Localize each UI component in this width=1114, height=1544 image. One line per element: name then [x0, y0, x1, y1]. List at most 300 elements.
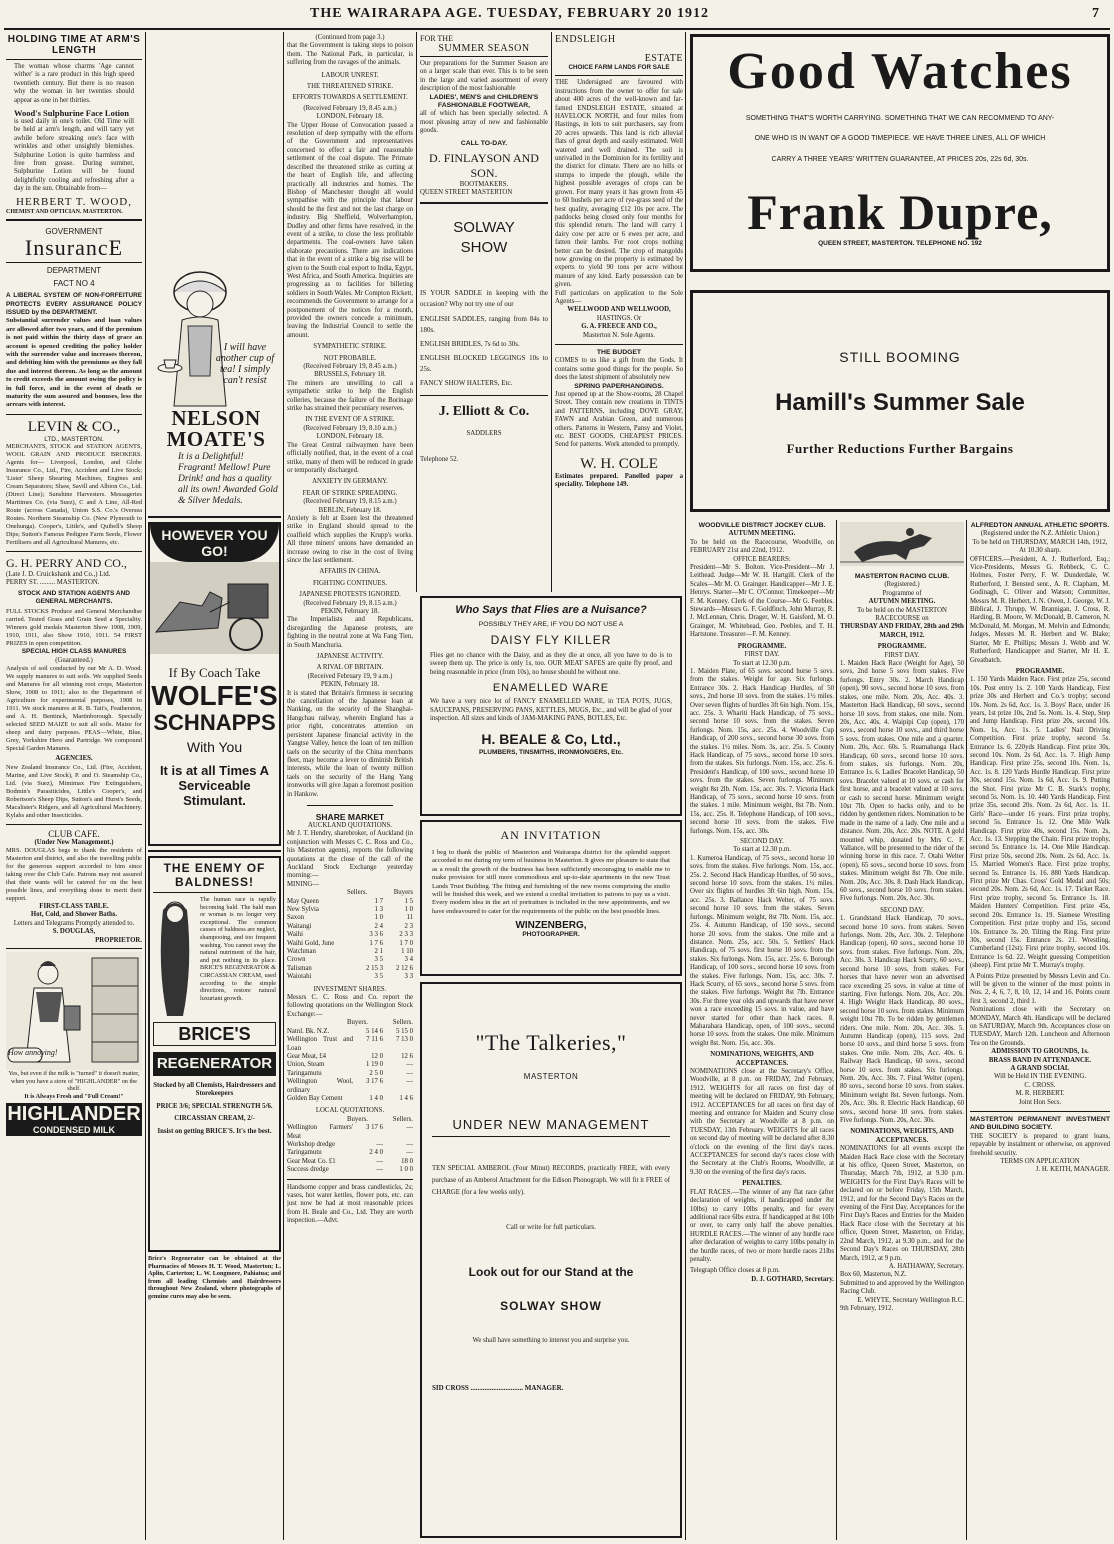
club-title: CLUB CAFE. [48, 828, 100, 839]
footwear: LADIES', MEN'S and CHILDREN'S FASHIONABLE FOOTWEAR, [429, 93, 539, 110]
investment-row-val-b: 1 4 6 [399, 1094, 413, 1102]
summer-body: Our preparations for the Summer Season are on a larger scale than ever. This is to be seen in the large and varied assortment of every description of the most fashionable [420, 60, 548, 93]
club-baths: Hot, Cold, and Shower Baths. [30, 911, 118, 919]
stimulant-line: It is at all Times A Serviceable Stimulant. [159, 763, 270, 808]
local-row-name: Gear Meat Co. £1 [287, 1157, 336, 1165]
racing-programme: PROGRAMME. [877, 643, 927, 651]
mining-row [287, 906, 413, 914]
mining-row-val-b: 1 5 [404, 897, 413, 905]
not-probable-head: NOT PROBABLE. [323, 354, 377, 362]
berlin: BERLIN, February 18. [318, 506, 382, 514]
wellwood: WELLWOOD AND WELLWOOD, [567, 306, 671, 314]
schnapps-label: SCHNAPPS [153, 710, 276, 735]
investment-row-val-a: 3 17 6 [366, 1078, 383, 1086]
saddle-item: ENGLISH BRIDLES, 7s 6d to 30s. [420, 339, 520, 348]
racing-dates: THURSDAY AND FRIDAY, 28th and 29th MARCH, 1912. [840, 623, 964, 639]
queen-street: QUEEN STREET MASTERTON [420, 189, 513, 197]
received-2: (Received February 19, 8.45 a.m.) [303, 363, 397, 371]
racing-first-body: 1. Maiden Hack Race (Weight for Age), 50 sovs, 2nd horse 5 sovs from stakes. Five furlongs. Entry 30s. 2. March Handicap (open), 90 sovs., second horse 10 sovs. from stakes, one mile. Nom. 20s, Acc. 40s. 3. Masterton Hack Handicap, 60 sovs., second horse 10 sovs. from stakes, one mile. Nom. 20s, Acc. 40s. 4. Waipipi Cup (open), 170 sovs., second horse 10 sovs., and third horse 5 sovs. from stakes. One mile and a quarter. Nom. 20s, Acc. 60s. 5. Ruamahanga Hack Handicap, 60 sovs., second horse 10 sovs. from stakes, six furlongs. Nom. 20s, Entrance 1s. 6. Ladies' Bracelet Handicap, 50 sovs. Bracelet valued at 10 sovs. or cash for first horse, and a bracelet valued at 10 sovs. or cash to second horse. Minimum weight 10st 7lb. Open to hacks only, and to be ridden by gentlemen riders. Nomination to be made in the name of a lady. One mile and a distance. Nom. 20s, Acc. 20s. NOTE. A gold mounted whip, donated by Mrs C. F. Vallance, will be presented to the rider of the winning horse in this race. 7. Otahi Welter (open), 65 sovs., second horse 10 sovs. from stakes. Minimum weight 8st 7lb. One mile. Nom. 20s, Acc. 30s. 8. Dash Hack Handicap, 60 sovs., second horse 10 sovs. from stakes. Five furlongs. Nom. 20s, Acc. 30s. [840, 660, 964, 903]
call-today: CALL TO-DAY. [460, 139, 508, 147]
local-row [287, 1158, 413, 1166]
budget-body: COMES to us like a gift from the Gods. It contains some good things for the people. So does the latest shipment of absolutely new [555, 357, 683, 382]
mining-row-val-a: 3 5 [374, 973, 383, 981]
mining-row-name: New Sylvia [287, 906, 319, 913]
woodville-noms-body: NOMINATIONS close at the Secretary's Office, Woodville, at 8 p.m. on FRIDAY, 2nd February, 1912. WEIGHTS for all races on first day of meeting will be declared on FRIDAY, 9th February, 1912. ACCEPTANCES for all races on first day of meeting and entrance for Maiden and Scurry close with the Secretary at Woodville at 8 p.m. on TUESDAY, 13th February. WEIGHTS for all races on second day of meeting will be declared after 8.30 o'clock on the evening of the first day's races. ACCEPTANCES for second day's races close with the Secretary at the Club's Rooms, Woodville, at 9.30 on the evening of the first day's races. [690, 1068, 834, 1176]
woodville-secretary: D. J. GOTHARD, Secretary. [751, 1275, 834, 1283]
mining-row-val-a: 3 5 [374, 956, 383, 964]
footwear-body: all of which has been specially selected. A most pleasing array of new and fashionable goods. [420, 110, 548, 135]
local-row-val-a: — [376, 1166, 383, 1174]
divider [148, 850, 281, 852]
investment-row [287, 1078, 413, 1095]
london-2-body: The Great Central railwaymen have been officially notified, that, in the event of a coal strike, many of them will be reduced in grade or temporarily discharged. [287, 441, 413, 474]
mining-row-val-a: 3 3 6 [369, 931, 383, 939]
saddle-item: ENGLISH BLOCKED LEGGINGS 10s to 25s. [420, 353, 548, 373]
flies-product: DAISY FLY KILLER [490, 633, 612, 647]
woodville-title: WOODVILLE DISTRICT JOCKEY CLUB. [698, 522, 826, 529]
mining-row [287, 965, 413, 973]
london-1: LONDON, February 18. [316, 113, 384, 121]
perry-title: G. H. PERRY AND CO., [6, 555, 127, 570]
gov-sub: A LIBERAL SYSTEM OF NON-FORFEITURE PROTECTS EVERY ASSURANCE POLICY ISSUED by the DEPARTMENT. [6, 292, 142, 316]
divider [420, 56, 548, 57]
brice-footnote: Brice's Regenerator can be obtained at the Pharmacies of Messrs H. T. Wood, Masterton; L. Aplin, Carterton; L. W. Longmore, Pahiatua; and from all leading Chemists and Hairdressers throughout New Zealand, where photographs of genuine cures may also be seen. [148, 1255, 281, 1300]
mining-row [287, 956, 413, 964]
investment-row [287, 1028, 413, 1036]
efforts-head: EFFORTS TOWARDS A SETTLEMENT. [292, 94, 408, 102]
woodville-officers: President—Mr S. Bolton. Vice-President—Mr J. Leithead. Judge—Mr W. H. Hartgill. Clerk of the Scales—Mr M. O. Grainger. Handicapper—Mr J. E. Henrys. Starter—Mr C. O'Connor. Timekeeper—Mr F. M. Kenney. Clerk of the Course—Mr G. Feebles. Stewards—Messrs G. F. Goldfinch, John Murray, R. J. McLennan, Chris. Drager, W. H. Gaisford, M. O. Grainger, M. Whitehead, Geo. Peebles, and T. H. Hartstone. Treasurer—F. M. Kenney. [690, 564, 834, 639]
investment-row-val-a: 1 19 0 [366, 1061, 383, 1069]
mining-row-val-b: 1 10 [401, 948, 413, 956]
investment-row [287, 1095, 413, 1103]
gov-head: GOVERNMENT [45, 227, 103, 237]
permanent-body: THE SOCIETY is prepared to grant loans, repayable by instalment or otherwise, on approved freehold security. [970, 1132, 1110, 1157]
divider [970, 1111, 1110, 1112]
mining-row [287, 898, 413, 906]
endsleigh-body: THE Undersigned are favoured with instructions from the owner to offer for sale about 400 acres of the well-known and far-famed ENDSLEIGH ESTATE, situated at HAVELOCK NORTH, and four miles from Hastings, in lots to suit purchasers, say from 20 acres upwards. This land is rich alluvial flats of great depth and easily estimated. Well watered and well drained. The soil is unrivalled in the Dominion for its fertility and the district for climate. There are no hills or stumps to impede the plough, while the highest possible averages of crops can be grown. For many years it has grown from 45 to 60 bushels per acre of rye-grass seed of the best quality, averaging £12 10s per acre. The paddocks being closed only four months for this splendid return. The land will carry 1 dairy cow per acre or 6 ewes per acre, and fatten their lambs. For root crops nothing better can be desired. The crop of mangolds now growing on the property is estimated by experts to yield 90 tons per acre without manure of any kind. Early possession can be given. [555, 79, 683, 289]
hastings: HASTINGS. Or [596, 314, 642, 322]
investment-table-header [287, 1019, 413, 1027]
jap-activity-head: JAPANESE ACTIVITY. [316, 653, 384, 661]
gov-dept: DEPARTMENT [46, 266, 102, 276]
talk-call: Call or write for full particulars. [506, 1223, 596, 1231]
share-body: Mr J. T. Hendry, sharebroker, of Auckland (in conjunction with Messrs C. C. Ross and Co., his Masterton agents), reports the following quotations at the close of the call of the Auckland Stock Exchange yesterday morning:— [287, 830, 413, 880]
cole-foot: Estimates prepared. Panelled paper a speciality. Telephone 149. [555, 472, 683, 489]
perry-body: FULL STOCKS Produce and General Merchandise carried. Tested Grass and Grain Seed a Speciality. Winners gold medals Masterton Show 1908, 1909, 1910, 1911, also Show 1910, 1911. 54 FIRST PRIZES in open competition. [6, 608, 142, 648]
permanent-keith: J. H. KEITH, MANAGER. [1035, 1166, 1110, 1174]
watches-line-1: SOMETHING THAT'S WORTH CARRYING. SOMETHING THAT WE CAN RECOMMEND TO ANY- [745, 115, 1055, 122]
levin-title: LEVIN & CO., [27, 418, 121, 435]
however-banner: HOWEVER YOU GO! [150, 524, 279, 562]
watches-title: Good Watches [727, 43, 1073, 100]
local-row-val-b: — [406, 1149, 413, 1157]
divider [307, 805, 393, 806]
japanese-head: JAPANESE PROTESTS IGNORED. [299, 591, 401, 599]
apply: Full particulars on application to the Sole Agents— [555, 289, 683, 305]
milk-caption: Yes, but even if the milk is "turned" it doesn't matter, when you have a store of "HIGHLANDER" on the shelf. [8, 1070, 140, 1093]
woodville-penalties-body: FLAT RACES.—The winner of any flat race (after declaration of weights, if handicapped under 8st 10lbs) to carry 10lbs penalty, and for every additional race 6lbs extra. If handicapped at 8st 10lb or over, to carry only half the above penalties. HURDLE RACES.—The winner of any hurdle race after declaration of weights to carry 10lbs penalty in the hurdle races, of two or more hurdle races 21lbs penalty. [690, 1188, 834, 1263]
nelson-moate-ad [148, 256, 281, 506]
investment-buyers-header: Buyers. [347, 1019, 368, 1027]
brices-regenerator-ad [148, 856, 281, 1252]
enamel-body: We have a very nice lot of FANCY ENAMELLED WARE, in TEA POTS, JUGS, SAUCEPANS, PRESERVING PANS, KETTLES, MUGS, Etc., and will be glad of your inspection. All sizes and kinds of JAM-MAKING PANS, BOTLES, Etc. [430, 698, 672, 723]
column-rule [966, 520, 967, 1540]
woodville-first: FIRST DAY. [744, 651, 780, 659]
mining-table [287, 898, 413, 982]
enamel-head: ENAMELLED WARE [492, 682, 610, 695]
alfredton-herbert: M. R. HERBERT. [1015, 1090, 1065, 1098]
mining-row-val-b: 2 3 [404, 922, 413, 930]
received-6: (Received February 19, 9 a.m.) [307, 672, 393, 680]
column-1 [6, 34, 142, 1540]
circassian-line: CIRCASSIAN CREAM, 2/- [174, 1115, 255, 1123]
mining-row-val-b: 2 12 6 [396, 964, 413, 972]
wood-name: HERBERT T. WOOD, [16, 195, 132, 208]
anxiety-head: ANXIETY IN GERMANY. [312, 478, 388, 486]
woodville-column [690, 522, 834, 1540]
good-watches-ad [690, 34, 1110, 272]
invite-body: I beg to thank the public of Masterton and Wairarapa district for the splendid support accorded to me during my term of business in Masterton. It gives me pleasure to state that as a result the growth of the business has been sufficiently encouraging to enable me to make provision for still more commodious and up-to-date apartments in the new Trust Lands Trust Building. The fitting and furnishing of the new rooms comprising the studio will be finished this week, and we extend a cordial invitation to patrons to pay us a visit. Every modern idea in the art of portraiture is included in the new appointments, and we have endeavoured to cater for the requirements of the public on the best possible lines. [432, 849, 670, 915]
divider [420, 202, 548, 204]
elliott-name: J. Elliott & Co. [438, 403, 530, 419]
divider [287, 1179, 413, 1180]
perry-sub: (Late J. D. Cruickshank and Co.,) Ltd. [6, 570, 111, 578]
agencies-body: New Zealand Insurance Co., Ltd. (Fire, Accident, Marine, and Live Stock), P. and O. Steamship Co., Ltd. (via Suez), Mimimax Fire Extinguishers, Bodmin's Parasiticides, Little's Cooper's, and Robertson's Sheep Dips, Sutton's and Hurst's Seeds, Macalister's Ridgers, and all Agricultural Machinery. Kylahs and other Insecticides. [6, 763, 142, 819]
mining-table-header [287, 889, 413, 897]
masthead-title: THE WAIRARAPA AGE. TUESDAY, FEBRUARY 20 1912 [310, 6, 710, 21]
talk-body: TEN SPECIAL AMBEROL (Four Minut) RECORDS, practically FREE, with every purchase of an Amberol Attachment for the Edison Phonograph. We will fit it FREE of CHARGE (for a few weeks only). [432, 1165, 670, 1196]
mining-row-val-a: 1 0 [374, 914, 383, 922]
investment-row-val-a: 2 5 0 [369, 1069, 383, 1077]
racing-submitted: Submitted to and approved by the Wellington Racing Club. [840, 1279, 964, 1296]
freece: G. A. FREECE AND CO., [581, 323, 657, 331]
local-row-val-a: 2 4 0 [369, 1149, 383, 1157]
local-row-val-b: 1 0 0 [399, 1166, 413, 1174]
beale-name: H. BEALE & Co, Ltd., [481, 731, 621, 748]
divider [6, 262, 142, 263]
budget-head: THE BUDGET [596, 349, 642, 356]
london-2: LONDON, February 18. [316, 433, 384, 441]
investment-row-name: Golden Bay Cement [287, 1094, 343, 1102]
divider [6, 824, 142, 825]
local-row [287, 1124, 413, 1141]
milk-brand: HIGHLANDER [7, 1103, 141, 1126]
alfredton-body: 1. 150 Yards Maiden Race. First prize 25s, second 10s. Post entry 1s. 2. 100 Yards Handicap, First prize 30s and Herbert and Co.'s trophy; second 10s. Nom. 2s 6d, Acc. 1s. 3. Boys' Race, under 16 years, 1st prize 10s, 2nd 5s. Nom. 1s. 4. Step, Step and Jump Handicap. First prize 20s, second 10s. Nom. 1s, Acc. 1s. 5. Ladies' Nail Driving Competition. First prize trophy, second 5s. Entrance 1s. 6. 220yds Handicap. First prize 30s, second 10s. Nom. 2s 6d, Acc. 1s. 7. High Jump Handicap. First prize 25s, second 10s. Nom. 1s, Acc. 1s. 8. 120 Yards Hurdle Handicap. First prize 30s, second 15s. Nom. 1s 6d, Acc. 1s. 9. Putting the Shot. First prize Mr C. B. Stark's trophy, second 5s. Nom. 1s. 10. 440 Yards Handicap. First prize 35s, second 20s. Nom. 2s 6d, Acc. 1s. 11. Girls' Race—under 16 years. First prize trophy, second 5s. Entrance 1s. 12. One Mile Walk Handicap. First prize 40s, second 15s. Nom. 2s, Acc. 1s. 13. Stepping the Chain. First prize trophy, second 5s. Entrance 1s. 14. One Mile Handicap. First prize 50s, second 20s. Nom. 2s 6d, Acc. 1s. 15. Married Women's Race. First prize trophy, second 5s. Entrance 1s. 16. 880 Yards Handicap. First prize Mr Chas. Cross' Gold Medal and 50s; second 20s. Nom. 2s 6d, Acc. 1s. 17. Ticket Race. First prize trophy, second 5s. Entrance 1s. 18. Maiden Hunters' Competition. First prize 45s, second 20s. Entrance 1s. 19. Siamese Wrestling Competition. First prize trophy and 15s, second 10s. Entrance 3s. 20. Tilting the Ring. First prize 30s, second 15s. Entrance 2s. 21. Wrestling, Cumberland (12st). First prize trophy, second 10s. Entrance 1s 6d. 22. Weight guessing Competition (sheep). First prize Mr T. Murray's trophy. [970, 676, 1110, 970]
hamill-sale-ad [690, 290, 1110, 512]
elliott-tel: Telephone 52. [420, 456, 459, 464]
mining-head: MINING— [287, 880, 320, 888]
invite-title: AN INVITATION [500, 828, 602, 842]
invite-name: WINZENBERG, [515, 920, 587, 932]
rival-head: A RIVAL OF BRITAIN. [316, 664, 384, 672]
nelson-name: NELSON MOATE'S [166, 408, 266, 450]
investment-row-name: Gear Meat, £4 [287, 1052, 327, 1060]
china-head: AFFAIRS IN CHINA. [319, 568, 381, 576]
racing-held: To be held on the MASTERTON RACECOURSE on [857, 606, 947, 623]
woodville-start-1: To start at 12.30 p.m. [733, 659, 791, 667]
enemy-body: The human race is rapidly becoming bald. The bald man or woman is no longer very exceptional. The common causes of baldness are neglect, shampooing, and too frequent washing. You cannot sway the natural nutriment of the hair, and put nothing in its place. BRICE'S REGENERATOR & CIRCASSIAN CREAM, used according to the simple directions, restore natural luxuriant growth. [200, 896, 276, 1002]
fighting-head: FIGHTING CONTINUES. [312, 579, 387, 587]
mining-row-val-b: 2 3 3 [399, 931, 413, 939]
mining-row [287, 914, 413, 922]
continued-note: (Continued from page 3.) [315, 34, 385, 41]
manures-head: SPECIAL HIGH CLASS MANURES [21, 648, 127, 656]
nelson-quote: I will have another cup of tea! I simply can't resist [215, 342, 275, 386]
club-sub: (Under New Management.) [34, 838, 114, 846]
club-role: PROPRIETOR. [95, 936, 142, 944]
racing-second: SECOND DAY. [880, 906, 924, 914]
insist-line: Insist on getting BRICE'S. It's the best. [157, 1127, 272, 1135]
mining-row-val-a: 1 7 [374, 897, 383, 905]
column-rule [283, 32, 284, 1540]
watches-line-2: ONE WHO IS IN WANT OF A GOOD TIMEPIECE. WE HAVE THREE LINES, ALL OF WHICH [754, 135, 1046, 143]
mining-row [287, 973, 413, 981]
mining-row-name: Saxon [287, 914, 304, 922]
saddle-list [420, 314, 548, 389]
labour-head: LABOUR UNREST. [321, 71, 379, 79]
mining-row-val-b: 11 [406, 914, 413, 922]
mining-row-val-b: 1 0 [404, 906, 413, 913]
mining-row-val-a: 1 3 [374, 906, 383, 913]
pekin-1: PEKIN, February 18. [320, 608, 380, 615]
alfredton-admission: ADMISSION TO GROUNDS, 1s. [991, 1048, 1089, 1056]
mining-row-name: Waihi [287, 931, 304, 939]
investment-row-name: Taringamutu [287, 1069, 322, 1077]
talk-lookout: Look out for our Stand at the [468, 1265, 634, 1280]
dupre-addr: QUEEN STREET, MASTERTON. TELEPHONE NO. 192 [818, 240, 982, 248]
levin-body: MERCHANTS, STOCK and STATION AGENTS, WOOL GRAIN AND PRODUCE BROKERS. Agents for— Liverpool, London, and Globe Insurance Co., Ltd., Fire, Accident and Live Stock; 'Lister' Sheep Shearing Machines, Engines and Cream Separators; Shaw, Savill and Albion Co., Ltd. (Direct Line); Sunshine Harvesters. Messageries Maritimes Co. (via Suez), C and A Line, All-Red Route (across Canada), Union S.S. Co.'s Oversea Routes. Northern Steamship Co. (New Plymouth to Onehunga). Cooper's, Little's, and Quibell's Sheep Dips; Sutton's Famous Pedigree Farm Seeds, Flower Fertilisers and all Agricultural Manures, etc. [6, 442, 142, 546]
mining-row-name: Crown [287, 956, 306, 964]
local-row-val-b: 18 0 [401, 1157, 413, 1165]
saddle-item: FANCY SHOW HALTERS, Etc. [420, 378, 513, 387]
gov-fact: FACT NO 4 [53, 279, 95, 289]
column-5 [555, 34, 683, 574]
hamill-sub: Further Reductions Further Bargains [786, 441, 1014, 456]
mining-row-name: Waihi Gold, June [287, 939, 335, 947]
long-hair-woman-illustration [153, 896, 197, 1016]
racing-meeting: AUTUMN MEETING. [868, 598, 936, 606]
mining-row-val-b: 1 7 0 [399, 939, 413, 947]
investment-sellers-header: Sellers. [392, 1019, 413, 1027]
local-row [287, 1149, 413, 1157]
divider [432, 1136, 670, 1137]
racing-club-column [840, 522, 964, 1540]
mining-row-val-a: 2 1 [374, 948, 383, 956]
investment-row [287, 1036, 413, 1053]
invite-role: PHOTOGRAPHER. [522, 931, 580, 939]
local-sellers-header: Sellers. [392, 1115, 413, 1123]
column-rule [416, 32, 417, 592]
brices-label: BRICE'S [153, 1022, 276, 1046]
gov-title: InsurancE [24, 235, 124, 261]
paper-head: SPRING PAPERHANGINGS. [574, 382, 664, 390]
local-row-val-b: — [406, 1124, 413, 1132]
column-4 [420, 34, 548, 574]
daisy-fly-killer-ad [420, 596, 682, 816]
divider [148, 516, 281, 518]
alfredton-officers: OFFICERS.—President, A. J. Rutherford, Esq.; Vice-Presidents, Messrs G. Rebbeck, C. C. Holmes, Foster Perry, F. W. Dunderdale, W. Rutherford, J. Bensted senr., A. R. Clapham, M. Godinagh, C. Oliver and Watson; Committee, Messrs M. R. Herbert, J. N. Owen, J. George, W. J. Biblical, J. Thrupp, W. Brannigan, J. Cross, R. Harding, B. Moore, W. McDonald, B. Cameron, N. McDonald, M. Morgan, M. Melvin and Edmonds; Judges, Messrs M. R. Herbert and W. Blake; Starter, Mr E. Phillips; Messrs J. Webb and W. Rutherford; Handicapper and Starter, Mr H. E. Greatbatch. [970, 555, 1110, 664]
holding-body: The woman whose charms 'Age cannot wither' is a rare product in this high speed twentieth century. But there is no reason why the woman in her twenties should appear as one in her thirties. [14, 63, 134, 104]
estate: ESTATE [644, 53, 683, 64]
divider [6, 59, 142, 60]
column-2 [148, 256, 281, 1540]
woodville-officers-head: OFFICE BEARERS: [733, 555, 791, 563]
talk-mgmt: UNDER NEW MANAGEMENT [452, 1117, 650, 1132]
beale-sub: PLUMBERS, TINSMITHS, IRONMONGERS, Etc. [478, 749, 624, 757]
mining-row-name: Talisman [287, 964, 312, 972]
wood-line: CHEMIST AND OPTICIAN. MASTERTON. [6, 208, 123, 215]
talkeries-ad [420, 982, 682, 1538]
mining-row [287, 948, 413, 956]
divider [6, 551, 142, 552]
column-rule [836, 520, 837, 1540]
brussels-body: The miners are unwilling to call a sympathetic strike to help the English colleries, because the failure of the Borinage strike has strained their pecuniary reserves. [287, 379, 413, 413]
regenerator-label: REGENERATOR [153, 1052, 276, 1076]
mining-row [287, 931, 413, 939]
investment-row [287, 1061, 413, 1069]
winzenberg-invitation [420, 820, 682, 976]
stocked-line: Stocked by all Chemists, Hairdressers and Storekeepers [153, 1082, 276, 1098]
flies-body: Flies get no chance with the Daisy, and as they die at once, all you have to do is to sweep them up. The price is only 1s, too. OUR MEAT SAFES are quite fly proof, and being reasonable in price (from 10s), no house should be without one. [430, 652, 672, 676]
investment-row-val-b: 12 6 [401, 1052, 413, 1060]
page-number: 7 [1092, 6, 1100, 21]
cole-name: W. H. COLE [580, 455, 658, 472]
investment-row-val-a: 5 14 6 [366, 1027, 383, 1035]
threatened-head: THE THREATENED STRIKE. [306, 83, 394, 91]
gov-body: Substantial surrender values and loan values are allowed after two years, and if the premium is not paid within the thirty days of grace an account is opened crediting the policy holder with the surrender value and increases thereon, and debiting him with the premiums as they fall due and interest thereon. As long as the amount to credit exceeds the amount owing the policy is in full force, and in the event of death or maturity the sum assured and bonuses, less the arrears with interest. [6, 317, 142, 409]
woodville-telegraph: Telegraph Office closes at 8 p.m. [690, 1267, 780, 1275]
local-table [287, 1124, 413, 1174]
watches-line-3: CARRY A THREE YEARS' WRITTEN GUARANTEE, AT PRICES 20s, 22s 6d, 30s. [771, 155, 1029, 163]
levin-sub: LTD., MASTERTON. [44, 435, 104, 443]
racing-first: FIRST DAY. [884, 651, 920, 659]
milk-tag: It is Always Fresh and "Full Cream!" [24, 1092, 124, 1100]
woodville-meeting: AUTUMN MEETING. [728, 530, 796, 538]
fear-head: FEAR OF STRIKE SPREADING. [302, 489, 398, 497]
local-row-val-a: — [376, 1157, 383, 1165]
solway-show: SOLWAY SHOW [453, 218, 515, 256]
investment-row-val-a: 12 0 [371, 1052, 383, 1060]
column-rule [685, 32, 686, 1540]
racing-hathaway: A. HATHAWAY, Secretary. [888, 1262, 964, 1270]
pekin-2: PEKIN, February 18. [320, 681, 380, 689]
masthead [0, 0, 1114, 26]
woodville-second: SECOND DAY. [740, 838, 784, 846]
investment-row-name: Natnl. Bk. N.Z. [287, 1027, 330, 1035]
divider [420, 395, 548, 396]
investment-head: INVESTMENT SHARES. [313, 985, 387, 993]
local-head: LOCAL QUOTATIONS. [315, 1107, 385, 1115]
hamill-title: Hamill's Summer Sale [775, 389, 1025, 416]
top-body: that the Government is taking steps to poison them. The National Park, in particular, is suffering from the ravages of the animals. [287, 42, 413, 67]
alfredton-programme: PROGRAMME. [1015, 667, 1065, 675]
mining-row-name: Waiotahi [287, 973, 312, 981]
investment-row-name: Wellington Wool, ordinary [287, 1078, 353, 1094]
racing-second-body: 1. Grandstand Hack Handicap, 70 sovs., second horse 10 sovs. from stakes. Seven furlongs. Nom. 20s, Acc. 30s. 2. Telephone Handicap (open), 60 sovs., second horse 10 sovs. from stakes. Five furlongs. Nom. 20s, Acc. 30s. 3. Handicap Hack Scurry, 60 sovs., second horse 10 sovs. from stakes. For horses that have never won an advertised race exceeding 25 sovs. in value at time of starting. Five furlongs. Nom. 20s, Acc. 20s. 4. High Weight Hack Handicap, 80 sovs., second horse 10 sovs. from stakes. Minimum weight 10st 7lb. To be ridden by gentlemen riders. One mile. Nom. 20s, Acc. 30s. 5. Autumn Handicap (open), 115 sovs. 2nd horse 10 sovs., and third horse 5 sovs. from stakes. One mile. Nom. 20s, Acc. 40s. 6. Railway Hack Handicap, 60 sovs., second horse 10 sovs. from stakes. Six furlongs. Nom. 20s, Acc. 30s. 7. Final Welter (open), 80 sovs., second horse 10 sovs. from stakes. Minimum weight 8st. Seven furlongs. Nom. 20s, Acc. 30s. 8. Electric Hack Handicap, 60 sovs., second horse 10 sovs. from stakes. Five furlongs. Nom. 20s, Acc. 30s. [840, 915, 964, 1124]
finlayson: D. FINLAYSON AND SON. [429, 151, 539, 181]
investment-row-name: Wellington Trust and Loan [287, 1036, 353, 1052]
investment-row-val-a: 7 11 6 [366, 1036, 383, 1044]
perry-town: PERRY ST. ......... MASTERTON. [6, 579, 100, 587]
racing-box: Box 60, Masterton, N.Z. [840, 1271, 907, 1279]
flies-sub: POSSIBLY THEY ARE, IF YOU DO NOT USE A [478, 621, 624, 628]
saddle-item: ENGLISH SADDLES, ranging from 84s to 180s. [420, 314, 548, 334]
club-name: S. DOUGLAS, [52, 928, 96, 936]
endsleigh: ENDSLEIGH [555, 34, 616, 45]
local-row-name: Success dredge [287, 1166, 329, 1174]
investment-row-val-b: 7 13 0 [396, 1036, 413, 1044]
permanent-title: MASTERTON PERMANENT INVESTMENT AND BUILDING SOCIETY. [970, 1116, 1110, 1132]
column-3 [287, 34, 413, 1540]
lotion-body: is used daily in one's toilet. Old Time will be held at arm's length, and will tarry yet awhile before streaking one's face with wrinkles and other unsightly blemishes. Sulphurine Lotion is quite harmless and free from grease. During summer, Sulphurine Lotion will be found delightfully cooling and refreshing after a day in the sun. Obtainable from— [14, 118, 134, 193]
club-table: FIRST-CLASS TABLE. [39, 903, 109, 911]
local-table-header [287, 1116, 413, 1124]
local-row-val-b: — [406, 1140, 413, 1148]
paper-body: Just opened up at the Show-rooms, 28 Chapel Street. They contain new creations in TINTS and PATTERNS, including DOVE GRAY, FAWN and Arabian Green, and numerous others. Patterns in Western, Pansy and Violet, etc. BEST GOODS, CHEAPEST PRICES. Send for patterns. Work attended to promptly. [555, 391, 683, 449]
talk-solway: SOLWAY SHOW [500, 1299, 602, 1314]
local-row-val-a: — [376, 1140, 383, 1148]
investment-row [287, 1070, 413, 1078]
investment-row-val-b: 5 15 0 [396, 1027, 413, 1035]
divider [153, 892, 276, 893]
nelson-text: It is a Delightful! Fragrant! Mellow! Pure Drink! and has a quality all its own! Awarded Gold & Silver Medals. [178, 452, 278, 506]
holding-title: HOLDING TIME AT ARM'S LENGTH [7, 34, 141, 56]
local-row-name: Wellington Farmers' Meat [287, 1124, 353, 1140]
woodville-intro: To be held on the Racecourse, Woodville, on FEBRUARY 21st and 22nd, 1912. [690, 538, 834, 555]
share-market-head: SHARE MARKET [315, 811, 385, 822]
talk-sid: SID CROSS .............................. MANAGER. [432, 1383, 564, 1392]
mining-row-val-a: 2 15 3 [366, 964, 383, 972]
alfredton-held: To be held on THURSDAY, MARCH 14th, 1912, At 10.30 sharp. [972, 538, 1108, 555]
berlin-body: Anxiety is felt at Essen lest the threatened strike in England should spread to the coalfield which supplies the Krupp's works. All three miners' unions have demanded an increase owing to rise in the cost of living since the last settlement. [287, 514, 413, 564]
woodville-programme: PROGRAMME. [737, 642, 787, 650]
racing-title: MASTERTON RACING CLUB. [854, 573, 950, 580]
talk-shall: We shall have something to interest you and surprise you. [472, 1337, 630, 1345]
masthead-rule [4, 28, 1110, 30]
alfredton-title: ALFREDTON ANNUAL ATHLETIC SPORTS. [970, 522, 1110, 529]
bootmakers: BOOTMAKERS. [459, 181, 509, 189]
summer-season: SUMMER SEASON [438, 43, 530, 54]
mining-row [287, 923, 413, 931]
coach-line: If By Coach Take [168, 665, 261, 680]
received-1: (Received February 19, 8.45 a.m.) [303, 104, 397, 112]
investment-row-name: Union, Steam [287, 1061, 325, 1069]
investment-body: Messrs C. C. Ross and Co. report the following quotations on the Wellington Stock Exchange:— [287, 994, 413, 1018]
milk-sub: CONDENSED MILK [6, 1125, 142, 1136]
mining-row-val-a: 2 4 [374, 922, 383, 930]
wolfes-brand: WOLFE'S [151, 680, 278, 711]
woodville-first-body: 1. Maiden Plate, of 65 sovs. second horse 5 sovs. from the stakes. Weight for age. Six furlongs. Entrance 30s. 2. Hack Handicap Hurdles, of 50 sovs., 2nd horse 10 sovs. from the stakes. 1½ miles. Over seven flights of hurdles 3ft 6in high. Nom. 15s, acc. 25s. 3. Whariti Hack Handicap, of 75 sovs., second horse 10 sovs. from the stakes. Seven furlongs. Nom. 15s, acc. 25s. 4. Woodville Cup Handicap, of 200 sovs., second horse 30 sovs. from the stakes. 1½ miles. Nom. 3s, acc. 25s. 5. County Hack Handicap, of 75 sovs., second horse 10 sovs. from the stakes. Six furlongs. Nom. 15s, acc. 25s. 6. President's Handicap, of 100 sovs., second horse 10 sovs. from the stakes. Seven furlongs. Minimum weight 8st 2lb. Nom. 15s, acc. 30s. 7. Victoria Hack Handicap, of 75 sovs., second horse 10 sovs. from the stakes. 1 mile. Minimum weight, 8st 7lb. Nom. 15s, acc. 25s. 8. Telephone Handicap, of 100 sovs., second horse 10 sovs. from the stakes. Five furlongs. Nom. 15s, acc. 30s. [690, 667, 834, 835]
mining-row-val-b: 3 3 [404, 973, 413, 981]
alfredton-noms: Nominations close with the Secretary on MONDAY, March 4th. Handicaps will be declared on SATURDAY, March 9th. Acceptances close on TUESDAY, March 12th. Luncheon and Afternoon Tea on the Grounds. [970, 1006, 1110, 1047]
coach-horses-illustration [150, 562, 279, 654]
perry-head: STOCK AND STATION AGENTS AND GENERAL MERCHANTS. [18, 589, 130, 605]
investment-row-val-b: — [406, 1061, 413, 1069]
mining-buyers-header: Buyers [393, 889, 413, 897]
agencies-head: AGENCIES. [55, 755, 93, 763]
received-3: (Received February 19, 8.10 a.m.) [303, 424, 397, 432]
local-row [287, 1166, 413, 1174]
local-row [287, 1141, 413, 1149]
divider [6, 414, 142, 415]
hamill-still: STILL BOOMING [839, 349, 961, 365]
racing-noms-body: NOMINATIONS for all events except the Maiden Hack Race close with the Secretary at his office, Queen Street, Masterton, on Thursday, March 7th, 1912, at 9.30 p.m. WEIGHTS for the First Day's Races will be declared on or before Friday, 15th March, 1912, and for the Second Day's Races on the evening of the First Day. Acceptances for the First Day's Races and Entries for the Maiden Hack Race close with the Secretary at his office, Queen Street, Masterton, on Friday, 22nd March, 1912, at 9.30 p.m., and for the Second Day's Races on THURSDAY, 28th March, 1912, at 9 p.m. [840, 1145, 964, 1262]
woodville-second-body: 1. Kumeroa Handicap, of 75 sovs., second horse 10 sovs. from the stakes. Five furlongs. Nom. 15s, acc. 25s. 2. Second Hack Handicap Hurdles, of 50 sovs., second horse 10 sovs. from the stakes. 1½ miles. Over six flights of hurdles 3ft 6in high. Nom. 15s, acc. 25s. 3. Ballance Hack Welter, of 75 sovs. second horse 10 sovs. from the stakes. Seven furlongs. Minimum weight, 8st 7lb. Nom. 15s, acc. 25s. 4. Autumn Handicap, of 150 sovs., second horse 20 sovs. from the stakes. One mile and a distance. Nom. 25s, acc. 50s. 5. Settlers' Hack Handicap, of 75 sovs. first horse 10 sovs. from the stakes. Six furlongs. Nom. 15s, acc. 25s. 6. Borough Handicap, of 100 sovs., second horse 10 sovs. from the stakes. Five furlongs. Nom. 15s, acc. 30s. 7. Hack Scurry, of 65 sovs., second horse 5 sovs. from the stakes. Five furlongs. Weight 8st 7lb. Entrance 30s. For three year olds and upwards that have never won a race exceeding 15 sovs. in value, and have never started for other than hack races. 8. Maharahara Handicap, open, of 100 sovs., second horse 10 sovs. from the stakes. One mile. Minimum weight 8st. Nom. 15s, acc. 30s. [690, 854, 834, 1047]
with-you: With You [186, 739, 243, 755]
local-buyers-header: Buyers. [347, 1115, 368, 1123]
bottom-advt: Handsome copper and brass candlesticks, 2s; vases, hot water kettles, flower pots, etc. can just now be had at most reasonable prices from H. Beale and Co., Ltd. They are worth inspection.—Advt. [287, 1183, 413, 1225]
investment-row-val-b: — [406, 1069, 413, 1077]
